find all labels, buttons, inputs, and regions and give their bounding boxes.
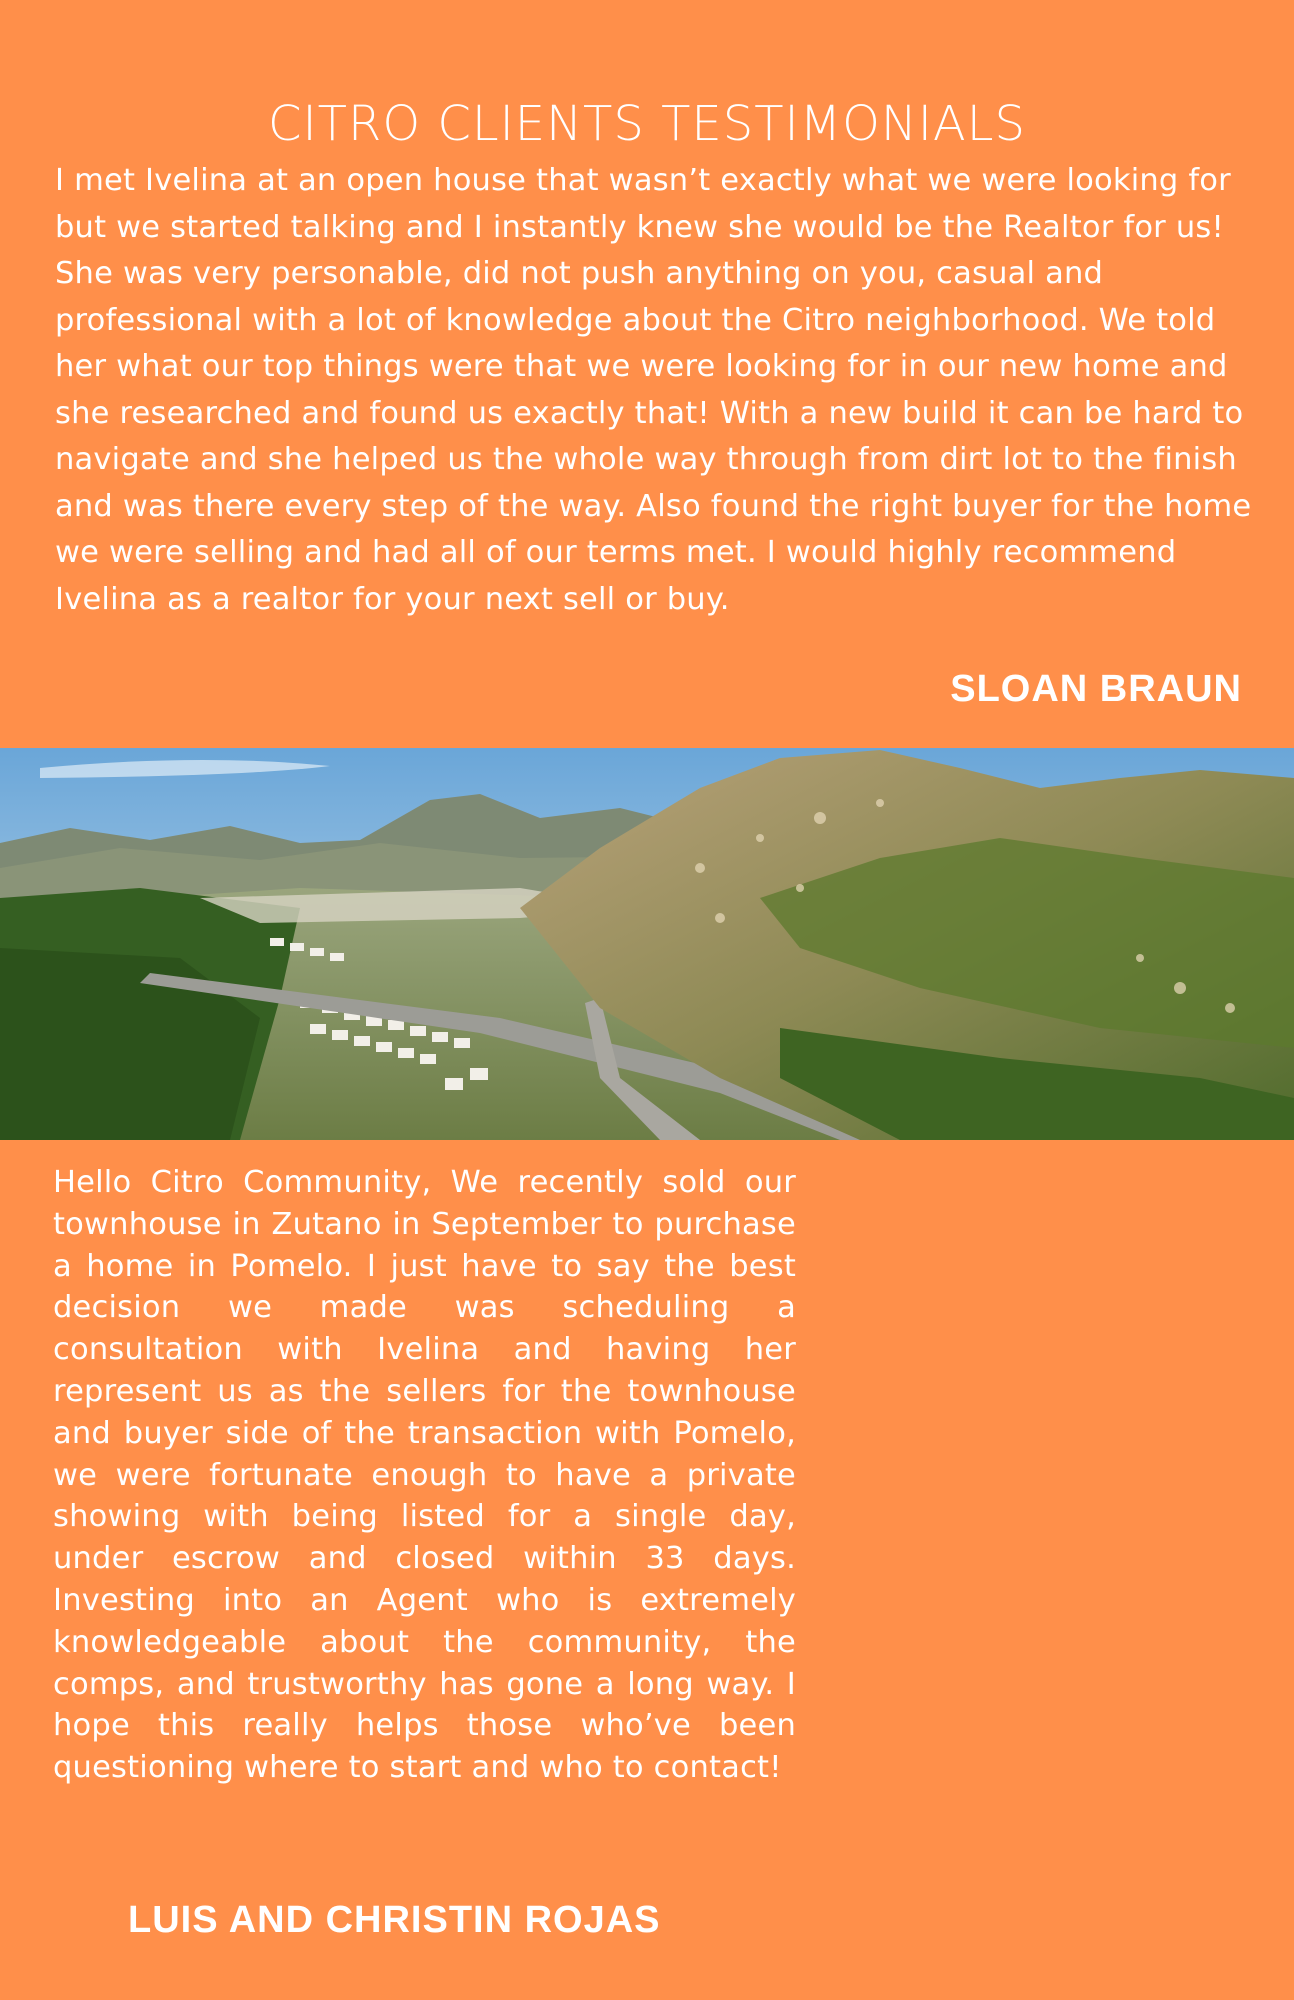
testimonial-text-1: I met Ivelina at an open house that wasn’t exactly what we were looking for but we started talking and I instantly knew she would be the Realtor for us! She was very personable, did not push anything on you, casual and professional with a lot of knowledge about the Citro neighborhood. We told her what our top things were that we were looking for in our new home and she researched and found us exactly that! With a new build it can be hard to navigate and she helped us the whole way through from dirt lot to the finish and was there every step of the way. Also found the right buyer for the home we were selling and had all of our terms met. I would highly recommend Ivelina as a realtor for your next sell or buy. (55, 163, 1252, 617)
testimonial-quote-1 (55, 158, 1255, 623)
page-title: CITRO CLIENTS TESTIMONIALS (268, 96, 1026, 153)
aerial-landscape-photo (0, 748, 1294, 1140)
testimonial-author-1: SLOAN BRAUN (950, 668, 1242, 710)
testimonial-author-2: LUIS AND CHRISTIN ROJAS (128, 1899, 661, 1941)
testimonial-text-2: Hello Citro Community, We recently sold our townhouse in Zutano in September to purchase a home in Pomelo. I just have to say the best decision we made was scheduling a consultation with Ivelina and having her represent us as the sellers for the townhouse and buyer side of the transaction with Pomelo, we were fortunate enough to have a private showing with being listed for a single day, under escrow and closed within 33 days. Investing into an Agent who is extremely knowledgeable about the community, the comps, and trustworthy has gone a long way. I hope this really helps those who’ve been questioning where to start and who to contact! (53, 1165, 796, 1786)
testimonial-quote-2 (53, 1162, 796, 1789)
